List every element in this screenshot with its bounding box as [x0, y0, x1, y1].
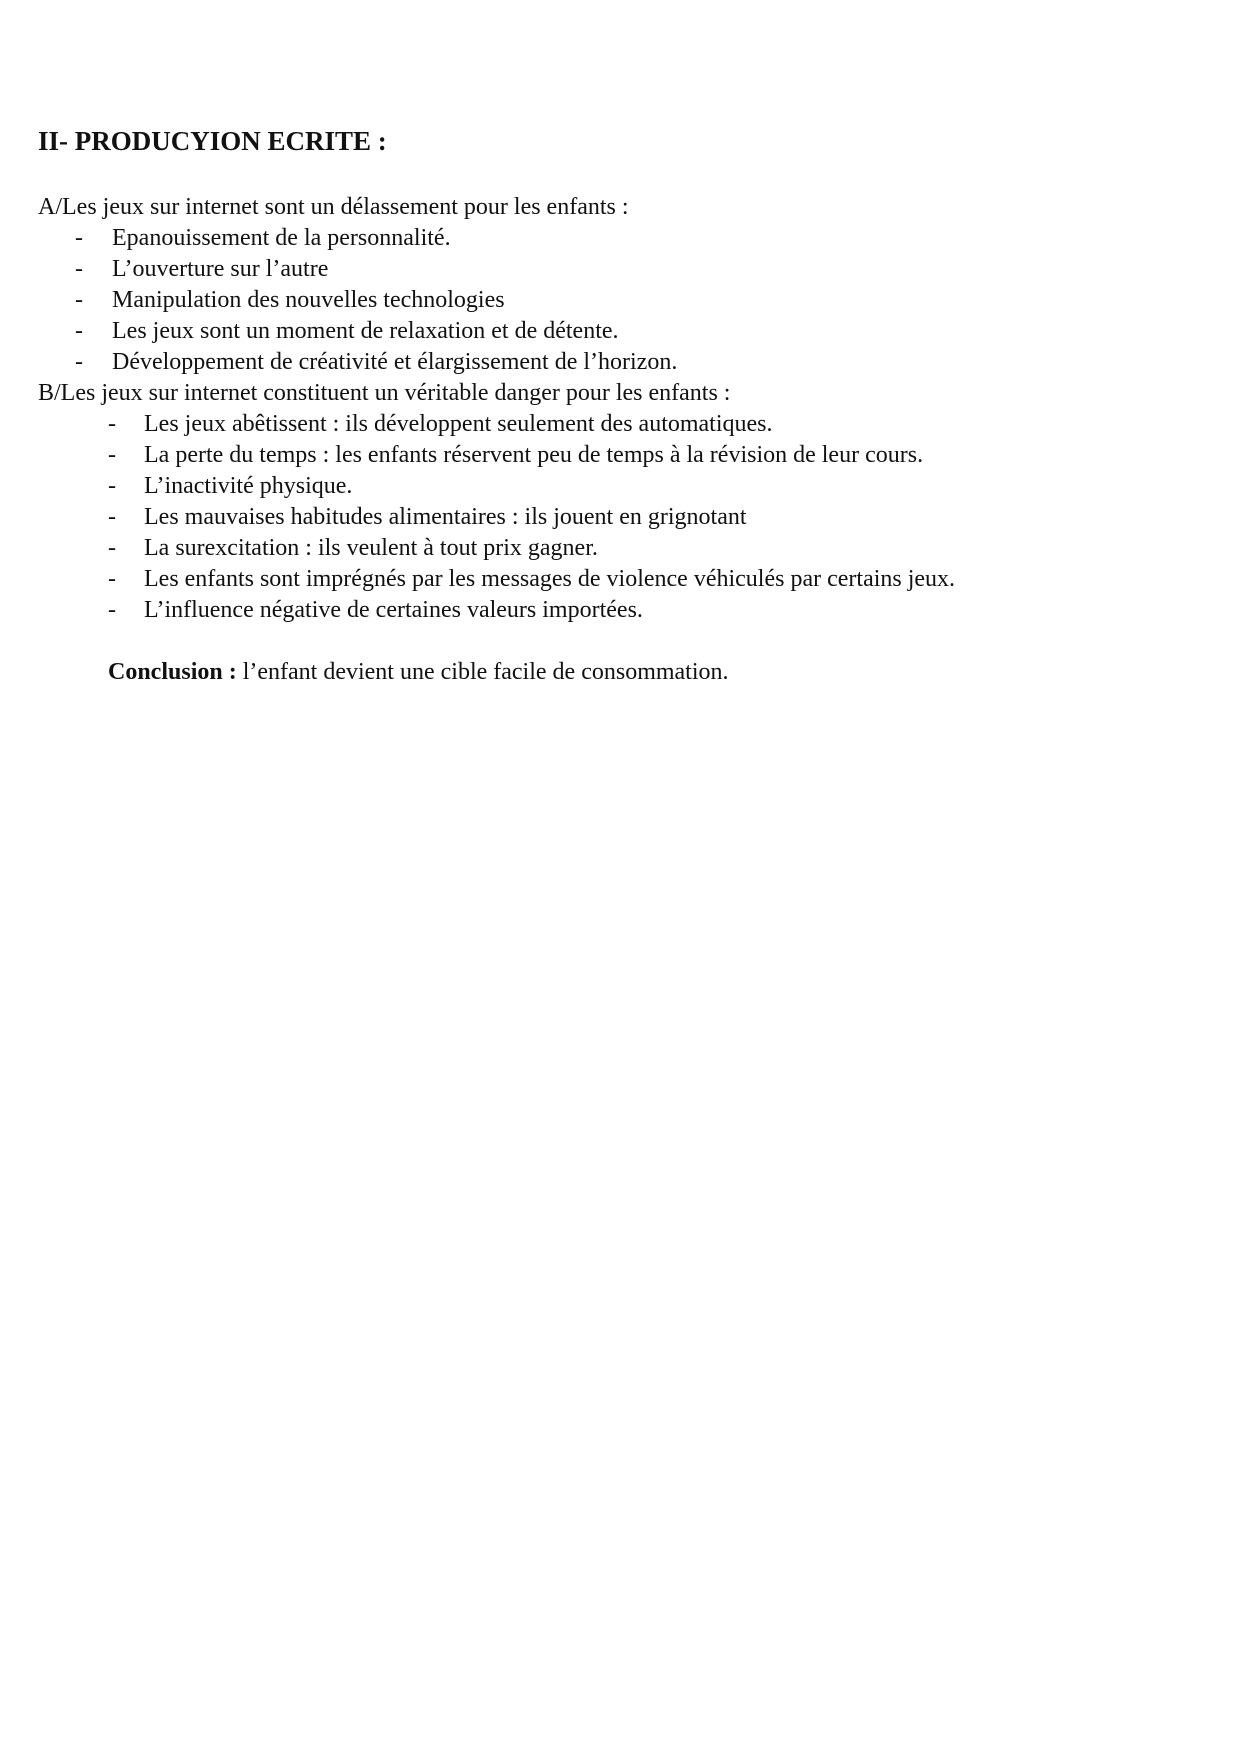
list-bullet: -	[108, 566, 116, 592]
list-bullet: -	[75, 349, 83, 375]
list-item-text: Les enfants sont imprégnés par les messages de violence véhiculés par certains jeux.	[144, 566, 956, 592]
list-bullet: -	[108, 504, 116, 530]
list-bullet: -	[108, 473, 116, 499]
list-bullet: -	[108, 597, 116, 623]
section-heading: II- PRODUCYION ECRITE :	[38, 126, 387, 156]
list-item-text: Epanouissement de la personnalité.	[112, 225, 451, 251]
list-bullet: -	[108, 535, 116, 561]
list-bullet: -	[75, 287, 83, 313]
list-item-text: Les jeux abêtissent : ils développent seulement des automatiques.	[144, 411, 773, 437]
list-item-text: Les jeux sont un moment de relaxation et de détente.	[112, 318, 619, 344]
list-item-text: L’ouverture sur l’autre	[112, 256, 329, 282]
list-bullet: -	[75, 225, 83, 251]
list-bullet: -	[108, 411, 116, 437]
list-bullet: -	[108, 442, 116, 468]
list-item-text: L’influence négative de certaines valeurs importées.	[144, 597, 643, 623]
list-bullet: -	[75, 256, 83, 282]
section-b-intro: B/Les jeux sur internet constituent un véritable danger pour les enfants :	[38, 380, 731, 406]
list-item-text: Manipulation des nouvelles technologies	[112, 287, 505, 313]
list-item-text: La perte du temps : les enfants réservent peu de temps à la révision de leur cours.	[144, 442, 924, 468]
conclusion-paragraph	[108, 657, 729, 688]
list-item-text: La surexcitation : ils veulent à tout prix gagner.	[144, 535, 598, 561]
section-a-intro: A/Les jeux sur internet sont un délassement pour les enfants :	[38, 194, 629, 220]
conclusion-label: Conclusion :	[108, 659, 237, 685]
list-item-text: Les mauvaises habitudes alimentaires : ils jouent en grignotant	[144, 504, 747, 530]
list-item-text: L’inactivité physique.	[144, 473, 353, 499]
conclusion-text: l’enfant devient une cible facile de consommation.	[236, 659, 729, 685]
list-bullet: -	[75, 318, 83, 344]
list-item-text: Développement de créativité et élargissement de l’horizon.	[112, 349, 678, 375]
